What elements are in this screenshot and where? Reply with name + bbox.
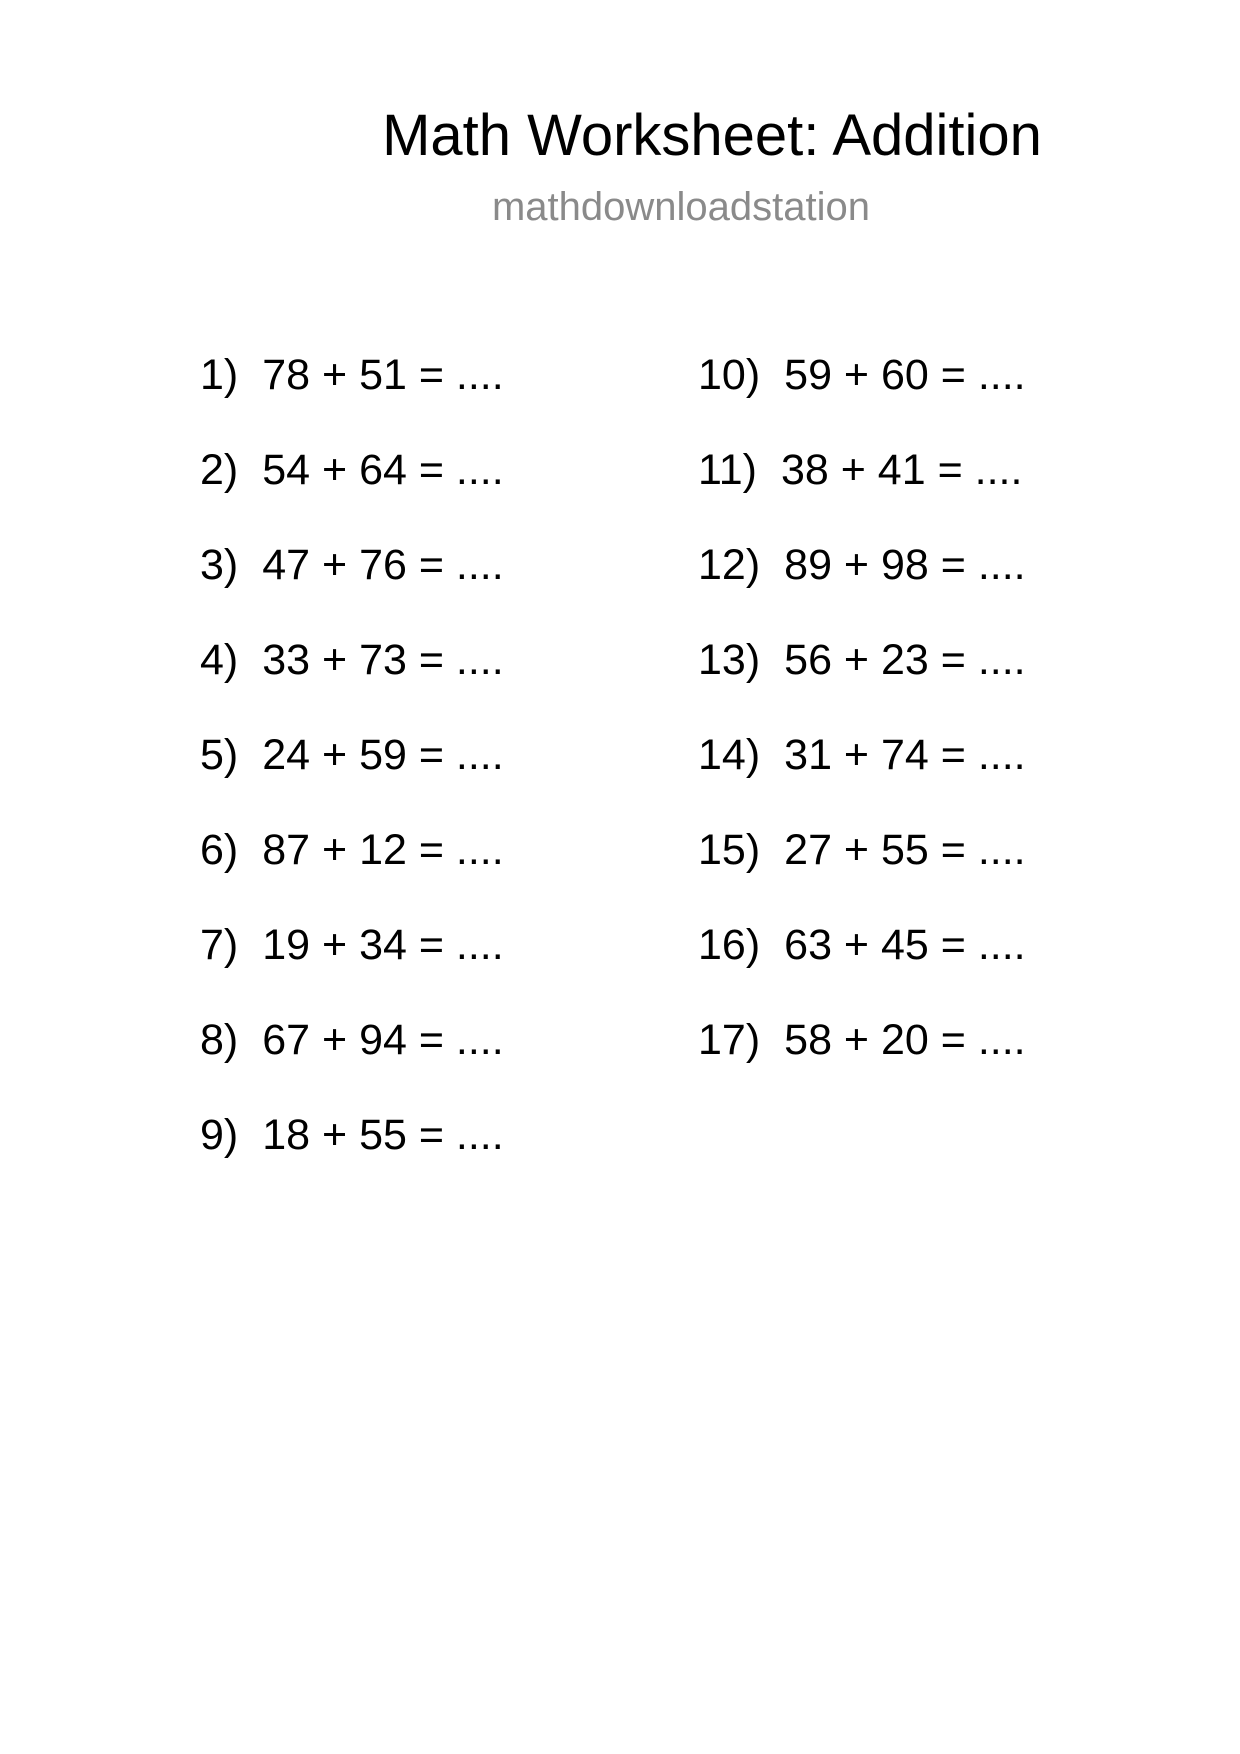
problem-number: 7) <box>200 921 239 969</box>
problem-number: 16) <box>698 921 761 969</box>
worksheet-subtitle: mathdownloadstation <box>491 185 871 229</box>
problem-expression: 78 + 51 = .... <box>262 351 504 399</box>
problem-item <box>200 730 504 825</box>
problem-expression: 56 + 23 = .... <box>784 636 1026 684</box>
problem-item <box>200 920 504 1015</box>
problem-column-left <box>200 350 504 1205</box>
problem-item <box>200 445 504 540</box>
problem-item <box>200 540 504 635</box>
problem-item <box>698 920 1026 1015</box>
problem-item <box>698 445 1026 540</box>
worksheet-title: Math Worksheet: Addition <box>382 103 1042 168</box>
problem-item <box>698 730 1026 825</box>
problem-expression: 47 + 76 = .... <box>262 541 504 589</box>
problem-number: 2) <box>200 446 239 494</box>
problem-number: 14) <box>698 731 761 779</box>
problem-number: 4) <box>200 636 239 684</box>
problem-expression: 24 + 59 = .... <box>262 731 504 779</box>
problem-item <box>200 1015 504 1110</box>
problem-expression: 67 + 94 = .... <box>262 1016 504 1064</box>
problem-expression: 27 + 55 = .... <box>784 826 1026 874</box>
problem-expression: 38 + 41 = .... <box>780 446 1023 494</box>
problem-expression: 18 + 55 = .... <box>262 1111 504 1159</box>
problem-number: 12) <box>698 541 761 589</box>
problem-item <box>698 635 1026 730</box>
problem-expression: 33 + 73 = .... <box>262 636 504 684</box>
problem-expression: 59 + 60 = .... <box>784 351 1026 399</box>
problem-number: 11) <box>698 446 757 494</box>
problem-item <box>698 540 1026 635</box>
problem-item <box>698 350 1026 445</box>
problem-expression: 19 + 34 = .... <box>262 921 504 969</box>
problem-number: 8) <box>200 1016 239 1064</box>
problem-column-right <box>698 350 1026 1110</box>
problem-number: 1) <box>200 351 239 399</box>
problem-expression: 31 + 74 = .... <box>784 731 1026 779</box>
problem-number: 6) <box>200 826 239 874</box>
problem-expression: 54 + 64 = .... <box>262 446 504 494</box>
problem-item <box>200 1110 504 1205</box>
problem-number: 5) <box>200 731 239 779</box>
problem-number: 10) <box>698 351 761 399</box>
problem-item <box>698 825 1026 920</box>
problem-number: 9) <box>200 1111 239 1159</box>
problem-number: 15) <box>698 826 761 874</box>
problem-number: 13) <box>698 636 761 684</box>
problem-number: 17) <box>698 1016 761 1064</box>
problem-item <box>200 825 504 920</box>
problem-expression: 89 + 98 = .... <box>784 541 1026 589</box>
problem-item <box>698 1015 1026 1110</box>
problem-expression: 87 + 12 = .... <box>262 826 504 874</box>
problem-expression: 63 + 45 = .... <box>784 921 1026 969</box>
problem-number: 3) <box>200 541 239 589</box>
problem-expression: 58 + 20 = .... <box>784 1016 1026 1064</box>
problem-item <box>200 635 504 730</box>
problem-item <box>200 350 504 445</box>
